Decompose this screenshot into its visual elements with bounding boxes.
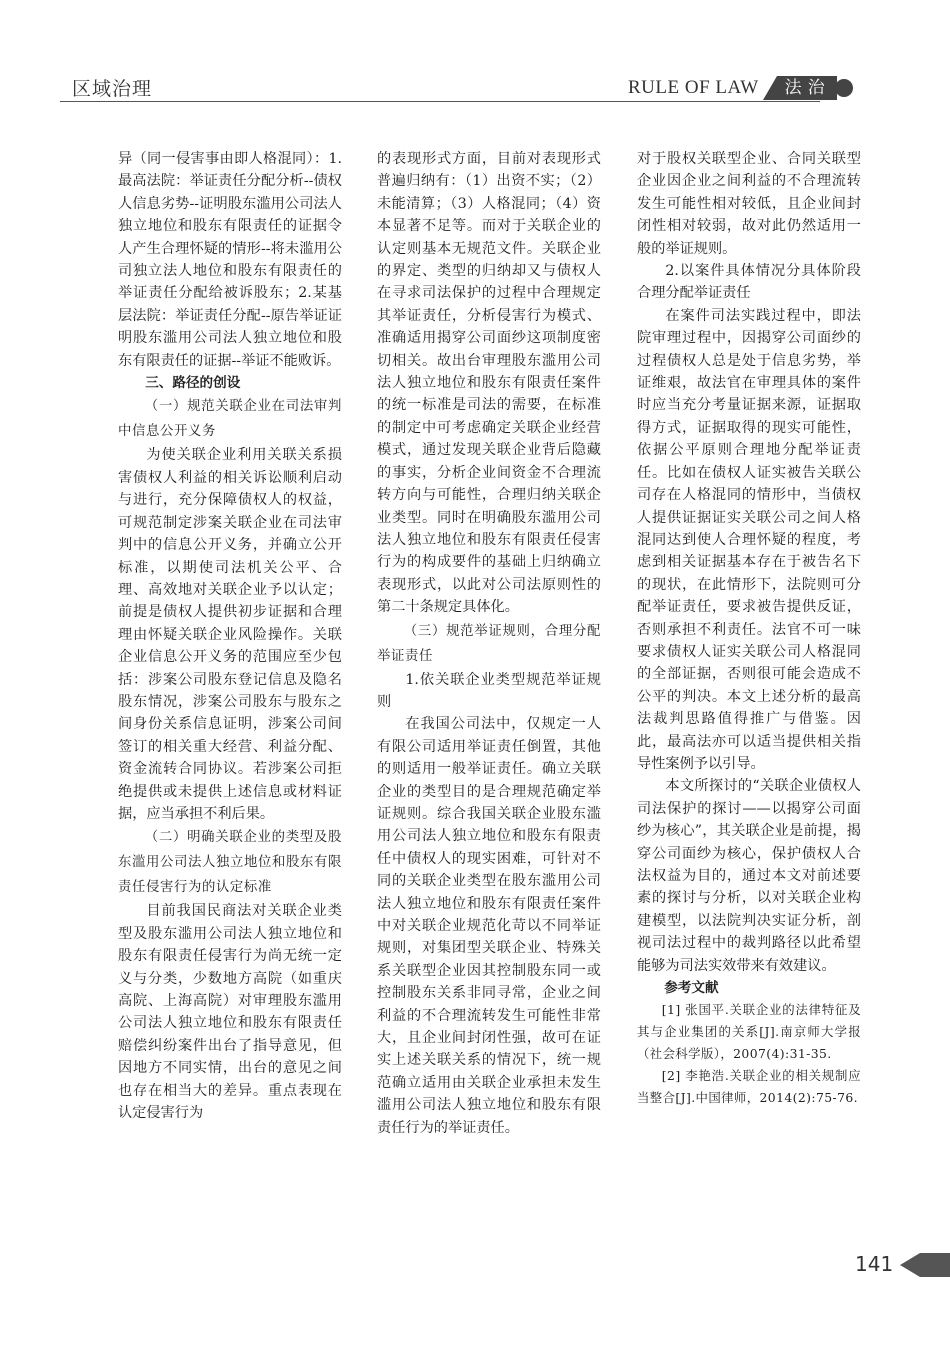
page-arrow-icon [900, 1253, 950, 1277]
reference-item: [1] 张国平.关联企业的法律特征及其与企业集团的关系[J].南京师大学报（社会科学版），2007(4):31-35. [637, 1002, 861, 1062]
paragraph: 在我国公司法中，仅规定一人有限公司适用举证责任倒置，其他的则适用一般举证责任。确立关联企业的类型目的是合理规范确定举证规则。综合我国关联企业股东滥用公司法人独立地位和股东有限责任中债权人的现实困难，可针对不同的关联企业类型在股东滥用公司法人独立地位和股东有限责任案件中对关联企业规范化苛以不同举证规则，对集团型关联企业、特殊关系关联型企业因其控制股东同一或控制股东关系非同寻常，企业之间利益的不合理流转发生可能性非常大，且企业间封闭性强，故可在证实上述关联关系的情况下，统一规范确立适用由关联企业承担未发生滥用公司法人独立地位和股东有限责任行为的举证责任。 [377, 716, 601, 1136]
section-heading: 三、路径的创设 [145, 375, 241, 392]
subsection-heading: （三）规范举证规则，合理分配举证责任 [377, 623, 601, 664]
journal-badge [628, 76, 853, 100]
text-column-1 [118, 148, 342, 1124]
subsection-heading: （一）规范关联企业在司法审判中信息公开义务 [118, 399, 342, 440]
paragraph: 本文所探讨的“关联企业债权人司法保护的探讨——以揭穿公司面纱为核心”，其关联企业是前提，揭穿公司面纱为核心，保护债权人合法权益为目的，通过本文对前述要素的探讨与分析，以对关联企业构建模型，以法院判决实证分析，剖视司法过程中的裁判路径以此希望能够为司法实效带来有效建议。 [637, 778, 861, 974]
page-number: 141 [855, 1252, 894, 1276]
text-column-3 [637, 148, 861, 1109]
circle-decoration-icon [835, 79, 853, 97]
paragraph: 的表现形式方面，目前对表现形式普遍归纳有：（1）出资不实；（2）未能清算；（3）人格混同；（4）资本显著不足等。而对于关联企业的认定则基本无规范文件。关联企业的界定、类型的归纳却又与债权人在寻求司法保护的过程中合理规定其举证责任，分析侵害行为模式、准确适用揭穿公司面纱这项制度密切相关。故出台审理股东滥用公司法人独立地位和股东有限责任案件的统一标准是司法的需要，在标准的制定中可考虑确定关联企业经营模式，通过发现关联企业背后隐藏的事实，分析企业间资金不合理流转方向与可能性，合理归纳关联企业类型。同时在明确股东滥用公司法人独立地位和股东有限责任侵害行为的构成要件的基础上归纳确立表现形式，以此对公司法原则性的第二十条规定具体化。 [377, 151, 601, 616]
paragraph: 异（同一侵害事由即人格混同）：1.最高法院：举证责任分配分析--债权人信息劣势--证明股东滥用公司法人独立地位和股东有限责任的证据令人产生合理怀疑的情形--将未滥用公司独立法人地位和股东有限责任的举证责任分配给被诉股东；2.某基层法院：举证责任分配--原告举证证明股东滥用公司法人独立地位和股东有限责任的证据--举证不能败诉。 [118, 151, 342, 369]
paragraph: 对于股权关联型企业、合同关联型企业因企业之间利益的不合理流转发生可能性相对较低，且企业间封闭性相对较弱，故对此仍然适用一般的举证规则。 [637, 151, 861, 257]
paragraph: 在案件司法实践过程中，即法院审理过程中，因揭穿公司面纱的过程债权人总是处于信息劣势，举证维艰，故法官在审理具体的案件时应当充分考量证据来源，证据取得方式，证据取得的现实可能性，依据公平原则合理地分配举证责任。比如在债权人证实被告关联公司存在人格混同的情形中，当债权人提供证据证实关联公司之间人格混同达到使人合理怀疑的程度，考虑到相关证据基本存在于被告名下的现状，在此情形下，法院则可分配举证责任，要求被告提供反证，否则承担不利责任。法官不可一味要求债权人证实关联公司人格混同的全部证据，否则很可能会造成不公平的判决。本文上述分析的最高法裁判思路值得推广与借鉴。因此，最高法亦可以适当提供相关指导性案例予以引导。 [637, 307, 861, 772]
numbered-heading: 2.以案件具体情况分具体阶段合理分配举证责任 [637, 263, 861, 302]
paragraph: 为使关联企业利用关联关系损害债权人利益的相关诉讼顺利启动与进行，充分保障债权人的权益，可规范制定涉案关联企业在司法审判中的信息公开义务，并确立公开标准，以期使司法机关公平、合理、高效地对关联企业予以认定；前提是债权人提供初步证据和合理理由怀疑关联企业风险操作。关联企业信息公开义务的范围应至少包括：涉案公司股东登记信息及隐名股东情况，涉案公司股东与股东之间身份关系信息证明，涉案公司间签订的相关重大经营、利益分配、资金流转合同协议。若涉案公司拒绝提供或未提供上述信息或材料证据，应当承担不利后果。 [118, 447, 342, 822]
journal-name-en: RULE OF LAW [628, 77, 759, 98]
slash-decoration [763, 76, 777, 100]
numbered-heading: 1.依关联企业类型规范举证规则 [377, 671, 601, 710]
subsection-heading: （二）明确关联企业的类型及股东滥用公司法人独立地位和股东有限责任侵害行为的认定标准 [118, 830, 342, 896]
references-heading: 参考文献 [664, 980, 719, 997]
reference-item: [2] 李艳浩.关联企业的相关规制应当整合[J].中国律师，2014(2):75-76. [637, 1068, 861, 1106]
paragraph: 目前我国民商法对关联企业类型及股东滥用公司法人独立地位和股东有限责任侵害行为尚无统一定义与分类，少数地方高院（如重庆高院、上海高院）对审理股东滥用公司法人独立地位和股东有限责任赔偿纠纷案件出台了指导意见，但因地方不同实情，出台的意见之间也存在相当大的差异。重点表现在认定侵害行为 [118, 903, 342, 1122]
section-title: 区域治理 [72, 78, 153, 100]
journal-name-cn: 法治 [777, 76, 837, 100]
header-divider [60, 101, 820, 102]
text-column-2 [377, 148, 601, 1139]
